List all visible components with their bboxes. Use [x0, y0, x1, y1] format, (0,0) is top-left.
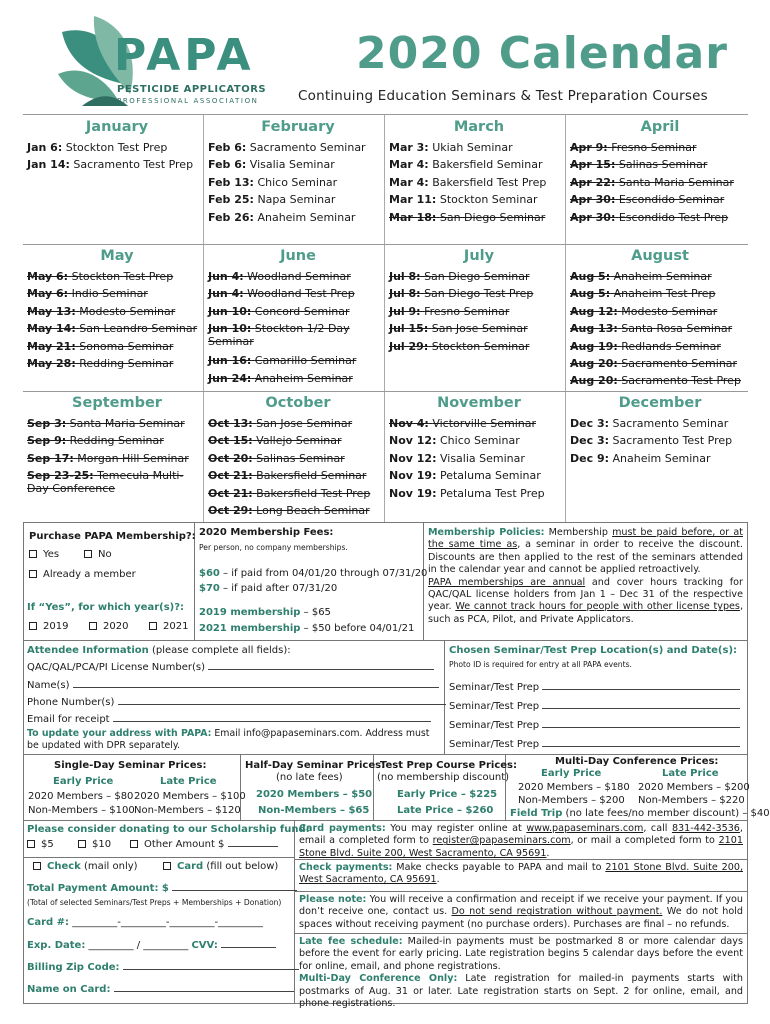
calendar-event: Oct 20: Salinas Seminar — [208, 451, 345, 465]
logo-text: PAPA — [114, 30, 255, 81]
calendar-event: Mar 4: Bakersfield Seminar — [389, 158, 543, 172]
calendar-event: Apr 30: Escondido Seminar — [570, 193, 725, 207]
calendar-event: Jun 4: Woodland Test Prep — [208, 287, 355, 301]
calendar-event: Oct 21: Bakersfield Test Prep — [208, 486, 371, 500]
multi-early-nonmembers: Non-Members – $200 — [518, 795, 625, 806]
month-cell-january — [27, 115, 207, 174]
donate-other-option[interactable]: Other Amount $ — [130, 839, 278, 850]
single-day-title: Single-Day Seminar Prices: — [54, 760, 207, 771]
calendar-event: Jan 6: Stockton Test Prep — [27, 141, 168, 154]
calendar-event: Aug 13: Santa Rosa Seminar — [570, 322, 733, 336]
year-2020-checkbox[interactable] — [89, 622, 97, 630]
calendar-event: Feb 6: Sacramento Seminar — [208, 141, 366, 154]
month-cell-march — [389, 115, 569, 226]
page-title: 2020 Calendar — [356, 28, 728, 79]
fee-70: $70 – if paid after 07/31/20 — [199, 583, 338, 594]
calendar-event: Jun 16: Camarillo Seminar — [208, 354, 357, 368]
calendar-event: Jul 15: San Jose Seminar — [389, 322, 528, 336]
no-checkbox[interactable] — [84, 550, 92, 558]
calendar-event: Jul 9: Fresno Seminar — [389, 304, 510, 318]
exp-date-field[interactable]: Exp. Date: _________ / _________ CVV: — [27, 940, 276, 951]
month-name: June — [280, 248, 316, 264]
calendar-event: Aug 5: Anaheim Seminar — [570, 270, 712, 283]
year-2019-checkbox[interactable] — [29, 622, 37, 630]
calendar-event: Feb 26: Anaheim Seminar — [208, 210, 356, 224]
seminar-line-4[interactable]: Seminar/Test Prep — [449, 739, 740, 750]
half-day-members: 2020 Members – $50 — [256, 789, 373, 800]
chosen-note: Photo ID is required for entry at all PAPA events. — [449, 660, 632, 669]
fee-2021: 2021 membership – $50 before 04/01/21 — [199, 623, 415, 634]
fee-60: $60 – if paid from 04/01/20 through 07/31/20 — [199, 568, 428, 579]
donate-label: Please consider donating to our Scholarship fund: — [27, 824, 310, 835]
purchase-membership-label: Purchase PAPA Membership?: — [29, 531, 196, 542]
calendar-event: Dec 3: Sacramento Test Prep — [570, 434, 733, 448]
multi-early-members: 2020 Members – $180 — [518, 782, 630, 793]
fees-title: 2020 Membership Fees: — [199, 527, 334, 538]
calendar-event: Dec 3: Sacramento Seminar — [570, 417, 729, 430]
month-cell-june — [208, 244, 388, 387]
calendar-event: May 6: Indio Seminar — [27, 287, 148, 301]
check-checkbox[interactable] — [33, 862, 41, 870]
calendar-event: Nov 4: Victorville Seminar — [389, 417, 536, 430]
year-2021-checkbox[interactable] — [149, 622, 157, 630]
calendar-event: May 28: Redding Seminar — [27, 357, 174, 371]
test-prep-note: (no membership discount) — [377, 772, 510, 783]
month-name: January — [85, 119, 149, 135]
name-on-card-field[interactable]: Name on Card: — [27, 984, 294, 995]
multi-late-members: 2020 Members – $200 — [638, 782, 750, 793]
seminar-line-3[interactable]: Seminar/Test Prep — [449, 720, 740, 731]
calendar-grid — [23, 114, 748, 522]
month-name: September — [72, 395, 162, 411]
attendee-title: Attendee Information (please complete all fields): — [27, 645, 291, 656]
logo-subtitle-2: PROFESSIONAL ASSOCIATION — [117, 97, 259, 105]
yes-checkbox[interactable] — [29, 550, 37, 558]
calendar-event: Jun 10: Stockton 1/2 Day Seminar — [208, 322, 350, 349]
license-field[interactable]: QAC/QAL/PCA/PI License Number(s) — [27, 662, 434, 673]
half-day-nonmembers: Non-Members – $65 — [258, 805, 370, 816]
single-late-header: Late Price — [160, 776, 217, 787]
calendar-event: Mar 18: San Diego Seminar — [389, 210, 546, 224]
membership-policies: Membership Policies: Membership must be paid before, or at the same time as, a seminar in order to receive the discount. Discounts are then applied to the rest of the seminars attended in the calendar year and cannot be applied retroactively. PAPA memberships are annual and cover hours tracking for QAC/QAL license holders from Jan 1 – Dec 31 of the respective year. We cannot track hours for people with other license types, such as PCA, Pilot, and Private Applicators. — [428, 527, 743, 625]
calendar-event: May 6: Stockton Test Prep — [27, 270, 174, 283]
calendar-event: Apr 15: Salinas Seminar — [570, 158, 708, 172]
month-name: February — [261, 119, 335, 135]
chosen-title: Chosen Seminar/Test Prep Location(s) and Date(s): — [449, 645, 738, 656]
calendar-event: Oct 15: Vallejo Seminar — [208, 434, 342, 448]
calendar-event: Nov 12: Chico Seminar — [389, 434, 520, 448]
card-number-field[interactable]: Card #: _________-_________-_________-_________ — [27, 917, 264, 928]
calendar-event: Feb 6: Visalia Seminar — [208, 158, 335, 172]
pay-by-card-option[interactable]: Card (fill out below) — [163, 861, 278, 872]
year-2021-option[interactable]: 2021 — [149, 621, 188, 632]
calendar-event: Sep 23-25: Temecula Multi-Day Conference — [27, 469, 184, 496]
donate-5-checkbox[interactable] — [27, 840, 35, 848]
calendar-event: Oct 29: Long Beach Seminar — [208, 504, 370, 518]
month-name: October — [265, 395, 331, 411]
update-address-note: To update your address with PAPA: Email info@papaseminars.com. Address must be updated with DPR separately. — [27, 728, 430, 752]
single-early-header: Early Price — [53, 776, 114, 787]
calendar-event: Aug 20: Sacramento Seminar — [570, 357, 738, 371]
membership-already-option[interactable]: Already a member — [29, 569, 136, 580]
test-prep-late: Late Price – $260 — [397, 805, 494, 816]
calendar-event: Jun 4: Woodland Seminar — [208, 270, 351, 283]
calendar-event: May 13: Modesto Seminar — [27, 304, 176, 318]
single-early-members: 2020 Members – $80 — [28, 791, 134, 802]
donate-10-option[interactable]: $10 — [78, 839, 111, 850]
card-payments-info: Card payments: You may register online at www.papaseminars.com, call 831-442-3536, email a completed form to register@papaseminars.com, or mail a completed form to 2101 Stone Blvd. Suite 200, West Sacramento, CA 95691. — [299, 823, 743, 859]
calendar-event: Apr 9: Fresno Seminar — [570, 141, 697, 154]
calendar-event: Apr 30: Escondido Test Prep — [570, 210, 729, 224]
month-name: November — [437, 395, 521, 411]
calendar-event: Feb 25: Napa Seminar — [208, 193, 336, 207]
month-name: May — [100, 248, 134, 264]
membership-no-option[interactable]: No — [84, 549, 112, 560]
calendar-event: Sep 9: Redding Seminar — [27, 434, 164, 448]
late-fee-info: Late fee schedule: Mailed-in payments must be postmarked 8 or more calendar days before the event for early pricing. Late registration begins 5 calendar days before the event for online, email, and phone registrations. Multi-Day Conference Only: Late registration for mailed-in payments starts with postmarks of Aug. 31 or later. Late registration starts on Sept. 2 for online, email, and phone registrations. — [299, 936, 743, 1010]
donate-10-checkbox[interactable] — [78, 840, 86, 848]
month-name: April — [640, 119, 680, 135]
single-early-nonmembers: Non-Members – $100 — [28, 805, 135, 816]
calendar-event: Jul 8: San Diego Test Prep — [389, 287, 534, 301]
month-name: August — [631, 248, 689, 264]
calendar-event: Mar 3: Ukiah Seminar — [389, 141, 513, 154]
month-cell-august — [570, 244, 750, 390]
card-checkbox[interactable] — [163, 862, 171, 870]
month-name: March — [453, 119, 505, 135]
multi-day-title: Multi-Day Conference Prices: — [555, 756, 719, 767]
calendar-event: Mar 4: Bakersfield Test Prep — [389, 175, 547, 189]
already-member-checkbox[interactable] — [29, 570, 37, 578]
calendar-event: May 21: Sonoma Seminar — [27, 339, 174, 353]
month-name: December — [618, 395, 702, 411]
calendar-event: Jul 29: Stockton Seminar — [389, 339, 530, 353]
page-subtitle: Continuing Education Seminars & Test Preparation Courses — [298, 88, 708, 104]
calendar-event: Jan 14: Sacramento Test Prep — [27, 158, 194, 172]
multi-late-nonmembers: Non-Members – $220 — [638, 795, 745, 806]
month-cell-may — [27, 244, 207, 372]
multi-field-trip: Field Trip (no late fees/no member discount) – $40 — [510, 808, 770, 819]
half-day-title: Half-Day Seminar Prices: — [245, 760, 386, 771]
month-cell-november — [389, 391, 569, 502]
calendar-event: Apr 22: Santa Maria Seminar — [570, 175, 734, 189]
calendar-event: Sep 17: Morgan Hill Seminar — [27, 451, 189, 465]
calendar-event: Jul 8: San Diego Seminar — [389, 270, 530, 283]
seminar-line-1[interactable]: Seminar/Test Prep — [449, 682, 740, 693]
calendar-event: Oct 13: San Jose Seminar — [208, 417, 353, 430]
fees-note: Per person, no company memberships. — [199, 543, 348, 552]
donate-other-checkbox[interactable] — [130, 840, 138, 848]
calendar-event: Mar 11: Stockton Seminar — [389, 193, 538, 207]
year-2020-option[interactable]: 2020 — [89, 621, 128, 632]
calendar-event: Jun 24: Anaheim Seminar — [208, 371, 353, 385]
test-prep-title: Test Prep Course Prices: — [380, 760, 517, 771]
test-prep-early: Early Price – $225 — [397, 789, 498, 800]
which-years-label: If “Yes”, for which year(s)?: — [27, 602, 185, 613]
calendar-event: Aug 19: Redlands Seminar — [570, 339, 721, 353]
single-late-members: 2020 Members – $100 — [134, 791, 246, 802]
membership-yes-option[interactable]: Yes — [29, 549, 59, 560]
pay-by-check-option[interactable]: Check (mail only) — [33, 861, 138, 872]
single-late-nonmembers: Non-Members – $120 — [134, 805, 241, 816]
calendar-event: Nov 12: Visalia Seminar — [389, 451, 525, 465]
logo-subtitle-1: PESTICIDE APPLICATORS — [117, 84, 267, 95]
calendar-event: Sep 3: Santa Maria Seminar — [27, 417, 185, 430]
month-cell-december — [570, 391, 750, 467]
month-name: July — [463, 248, 495, 264]
half-day-note: (no late fees) — [276, 772, 343, 783]
calendar-event: Aug 20: Sacramento Test Prep — [570, 374, 741, 388]
billing-zip-field[interactable]: Billing Zip Code: — [27, 962, 299, 973]
email-field[interactable]: Email for receipt — [27, 714, 431, 725]
month-cell-september — [27, 391, 207, 499]
total-amount-field[interactable]: Total Payment Amount: $ — [27, 883, 297, 894]
calendar-event: Aug 5: Anaheim Test Prep — [570, 287, 716, 301]
multi-late-header: Late Price — [662, 768, 719, 779]
please-note-info: Please note: You will receive a confirmation and receipt if we receive your payment. If you don’t receive one, contact us. Do not send registration without payment. We do not hold spaces without receiving payment (no purchase orders). Purchases are final – no refunds. — [299, 894, 743, 930]
calendar-event: May 14: San Leandro Seminar — [27, 322, 198, 336]
multi-early-header: Early Price — [541, 768, 602, 779]
total-note: (Total of selected Seminars/Test Preps + Memberships + Donation) — [27, 898, 282, 907]
calendar-event: Feb 13: Chico Seminar — [208, 175, 338, 189]
calendar-event: Oct 21: Bakersfield Seminar — [208, 469, 367, 483]
month-cell-february — [208, 115, 388, 226]
calendar-event: Aug 12: Modesto Seminar — [570, 304, 718, 318]
seminar-line-2[interactable]: Seminar/Test Prep — [449, 701, 740, 712]
names-field[interactable]: Name(s) — [27, 680, 439, 691]
month-cell-july — [389, 244, 569, 355]
fee-2019: 2019 membership – $65 — [199, 607, 331, 618]
phones-field[interactable]: Phone Number(s) — [27, 697, 446, 708]
calendar-event: Dec 9: Anaheim Seminar — [570, 451, 711, 465]
donate-5-option[interactable]: $5 — [27, 839, 54, 850]
calendar-event: Jun 10: Concord Seminar — [208, 304, 350, 318]
calendar-event: Nov 19: Petaluma Seminar — [389, 469, 541, 483]
month-cell-april — [570, 115, 750, 226]
calendar-event: Nov 19: Petaluma Test Prep — [389, 486, 545, 500]
month-cell-october — [208, 391, 388, 519]
year-2019-option[interactable]: 2019 — [29, 621, 68, 632]
check-payments-info: Check payments: Make checks payable to PAPA and mail to 2101 Stone Blvd. Suite 200, West Sacramento, CA 95691. — [299, 862, 743, 886]
